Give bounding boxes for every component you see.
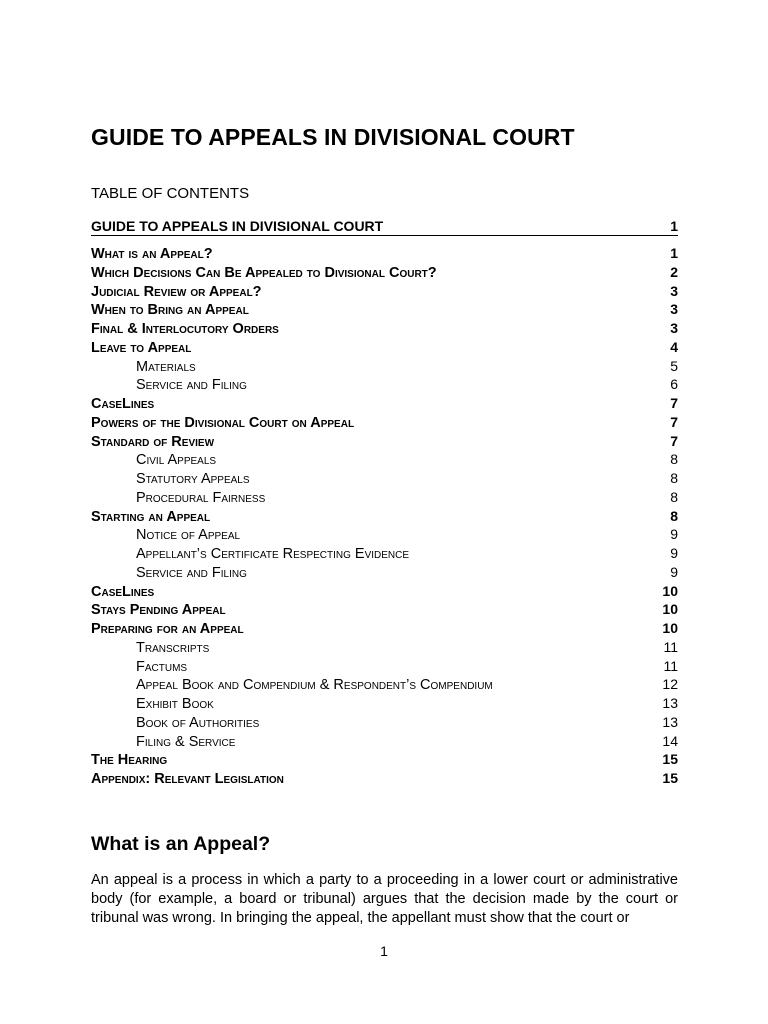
toc-entry-page: 11 <box>663 657 678 674</box>
toc-entry-page: 9 <box>670 526 678 543</box>
toc-entry[interactable] <box>91 413 678 432</box>
toc-entry[interactable] <box>91 300 678 319</box>
toc-entry-page: 10 <box>662 582 678 599</box>
toc-entry-page: 9 <box>670 545 678 561</box>
document-title: GUIDE TO APPEALS IN DIVISIONAL COURT <box>91 124 575 150</box>
toc-entry[interactable] <box>91 507 678 526</box>
toc-entry-page: 3 <box>670 282 678 299</box>
toc-entry-title: Starting an Appeal <box>91 508 211 525</box>
toc-entry-page: 5 <box>670 357 678 374</box>
toc-top-entry[interactable] <box>91 217 678 236</box>
toc-entry[interactable] <box>91 338 678 357</box>
toc-entry-title: Notice of Appeal <box>136 527 241 544</box>
toc-entry-title: Judicial Review or Appeal? <box>91 283 262 300</box>
body-paragraph: An appeal is a process in which a party to a proceeding in a lower court or administrative body (for example, a board or tribunal) argues that the decision made by the court or tribunal was wrong. In bringing the appeal, the appellant must show that the court or <box>91 872 678 926</box>
toc-entry-page: 3 <box>670 301 678 318</box>
toc-entry[interactable] <box>91 563 678 582</box>
toc-entry[interactable] <box>91 394 678 413</box>
toc-entry-title: Powers of the Divisional Court on Appeal <box>91 414 355 431</box>
toc-top-page: 1 <box>670 218 678 234</box>
toc-entry[interactable] <box>91 750 678 769</box>
toc-entry-page: 4 <box>670 338 678 355</box>
toc-entry-page: 14 <box>662 732 678 749</box>
toc-entry-page: 11 <box>663 638 678 655</box>
toc-entry-page: 1 <box>670 245 678 261</box>
toc-entry[interactable] <box>91 600 678 619</box>
toc-entry-page: 6 <box>670 376 678 393</box>
toc-entry-page: 12 <box>662 676 678 693</box>
toc-entry-page: 15 <box>662 770 678 786</box>
toc-entry[interactable] <box>91 469 678 488</box>
toc-heading: TABLE OF CONTENTS <box>91 185 250 202</box>
toc-entry[interactable] <box>91 769 678 788</box>
toc-entry-page: 7 <box>670 432 678 449</box>
toc-entry-title: Civil Appeals <box>136 452 217 469</box>
toc-entry-title: Materials <box>136 358 196 375</box>
toc-entry-page: 7 <box>670 413 678 430</box>
toc-entry-title: When to Bring an Appeal <box>91 302 249 319</box>
toc-entry-title: Appellant’s Certificate Respecting Evidence <box>136 546 410 562</box>
toc-entry-title: Stays Pending Appeal <box>91 602 226 619</box>
toc-entry-title: Transcripts <box>136 639 210 656</box>
toc-entry-title: Leave to Appeal <box>91 339 192 356</box>
toc-entry-title: Final & Interlocutory Orders <box>91 321 279 337</box>
toc-entry-page: 2 <box>670 263 678 280</box>
toc-entry[interactable] <box>91 732 678 751</box>
toc-entry-page: 8 <box>670 470 678 486</box>
toc-entry-page: 3 <box>670 320 678 336</box>
toc-entry-page: 8 <box>670 451 678 468</box>
toc-entry-title: What is an Appeal? <box>91 246 213 262</box>
table-of-contents <box>91 244 678 788</box>
section-heading: What is an Appeal? <box>91 833 271 855</box>
toc-entry-title: Which Decisions Can Be Appealed to Divisional Court? <box>91 264 437 281</box>
toc-entry-title: CaseLines <box>91 396 155 412</box>
toc-entry[interactable] <box>91 450 678 469</box>
toc-entry[interactable] <box>91 582 678 601</box>
toc-entry[interactable] <box>91 357 678 376</box>
toc-entry-page: 10 <box>662 601 678 618</box>
toc-entry-page: 13 <box>662 713 678 730</box>
toc-entry[interactable] <box>91 694 678 713</box>
toc-entry-title: Statutory Appeals <box>136 471 250 487</box>
toc-entry-title: Procedural Fairness <box>136 489 266 506</box>
toc-entry-page: 7 <box>670 395 678 411</box>
toc-entry-title: Appendix: Relevant Legislation <box>91 771 284 787</box>
toc-entry-title: Preparing for an Appeal <box>91 621 244 637</box>
toc-entry-title: Appeal Book and Compendium & Respondent’s Compendium <box>136 677 493 694</box>
toc-entry-title: Service and Filing <box>136 377 247 394</box>
toc-entry[interactable] <box>91 525 678 544</box>
toc-entry-page: 13 <box>662 695 678 711</box>
toc-entry[interactable] <box>91 319 678 338</box>
toc-entry[interactable] <box>91 619 678 638</box>
toc-entry[interactable] <box>91 488 678 507</box>
toc-entry[interactable] <box>91 432 678 451</box>
toc-entry[interactable] <box>91 375 678 394</box>
toc-entry-title: Filing & Service <box>136 733 236 750</box>
toc-entry-title: Factums <box>136 658 188 675</box>
toc-entry-page: 15 <box>662 751 678 768</box>
toc-entry[interactable] <box>91 244 678 263</box>
toc-entry[interactable] <box>91 544 678 563</box>
toc-entry-title: CaseLines <box>91 583 155 600</box>
toc-entry-page: 10 <box>662 620 678 636</box>
toc-entry-title: Book of Authorities <box>136 714 260 731</box>
toc-entry-title: Standard of Review <box>91 433 215 450</box>
toc-entry-page: 8 <box>670 488 678 505</box>
toc-entry[interactable] <box>91 657 678 676</box>
toc-entry-title: Service and Filing <box>136 564 247 581</box>
toc-entry-page: 8 <box>670 507 678 524</box>
toc-entry-page: 9 <box>670 563 678 580</box>
toc-top-title: GUIDE TO APPEALS IN DIVISIONAL COURT <box>91 218 384 234</box>
toc-entry[interactable] <box>91 675 678 694</box>
toc-entry[interactable] <box>91 638 678 657</box>
toc-entry-title: Exhibit Book <box>136 696 214 712</box>
toc-entry[interactable] <box>91 713 678 732</box>
page-number: 1 <box>380 943 388 959</box>
toc-entry[interactable] <box>91 282 678 301</box>
toc-entry[interactable] <box>91 263 678 282</box>
toc-entry-title: The Hearing <box>91 752 168 769</box>
